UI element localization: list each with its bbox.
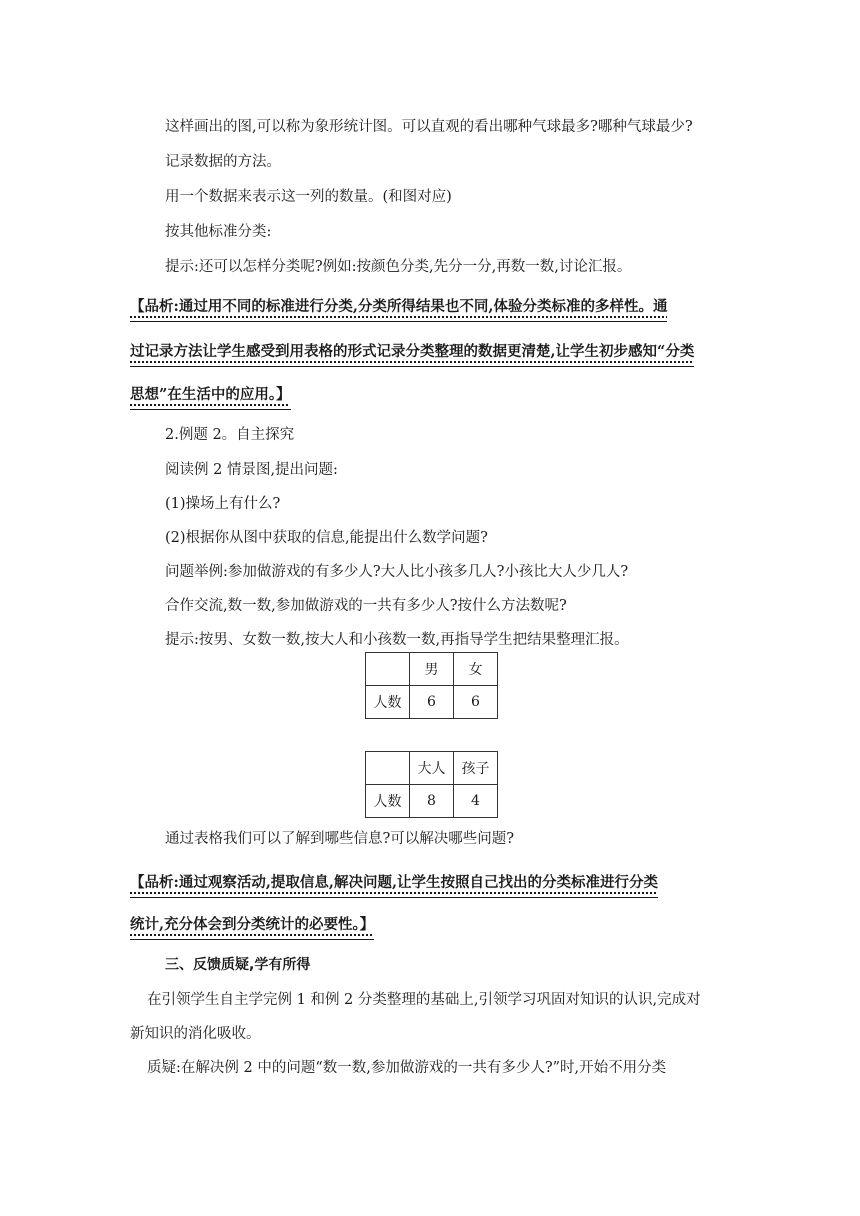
paragraph-summary-2: 新知识的消化吸收。 [130,1026,261,1042]
analysis-note-2-line-1: 【品析:通过观察活动,提取信息,解决问题,让学生按照自己找出的分类标准进行分类 [130,873,658,898]
section-heading: 三、反馈质疑,学有所得 [165,957,311,973]
adult-child-count-table [365,751,498,818]
paragraph-question-examples: 问题举例:参加做游戏的有多少人?大人比小孩多几人?小孩比大人少几人? [165,564,629,580]
paragraph-hint-1: 提示:还可以怎样分类呢?例如:按颜色分类,先分一分,再数一数,讨论汇报。 [165,259,632,275]
table-header-cell: 女 [454,653,498,686]
table-header-cell: 男 [410,653,454,686]
paragraph-summary-1: 在引领学生自主学完例 1 和例 2 分类整理的基础上,引领学习巩固对知识的认识,完成对 [147,992,701,1008]
paragraph-example-2: 2.例题 2。自主探究 [165,427,295,443]
gender-count-table [365,652,498,719]
paragraph-cooperate: 合作交流,数一数,参加做游戏的一共有多少人?按什么方法数呢? [165,598,567,614]
table-header-cell [366,752,410,785]
table-cell: 4 [454,785,498,818]
table-header-cell [366,653,410,686]
table-header-row [366,752,498,785]
table-cell: 6 [454,686,498,719]
paragraph-hint-2: 提示:按男、女数一数,按大人和小孩数一数,再指导学生把结果整理汇报。 [165,632,629,648]
table-header-cell: 大人 [410,752,454,785]
paragraph-other-standard: 按其他标准分类: [165,224,272,240]
analysis-note-1-line-1: 【品析:通过用不同的标准进行分类,分类所得结果也不同,体验分类标准的多样性。通 [130,297,667,322]
table-cell: 6 [410,686,454,719]
table-row [366,686,498,719]
paragraph-pictograph: 这样画出的图,可以称为象形统计图。可以直观的看出哪种气球最多?哪种气球最少? [165,119,693,135]
analysis-note-2-line-2: 统计,充分体会到分类统计的必要性。】 [130,915,374,940]
paragraph-read-scene: 阅读例 2 情景图,提出问题: [165,462,338,478]
paragraph-one-number: 用一个数据来表示这一列的数量。(和图对应) [165,189,452,205]
paragraph-question-doubt: 质疑:在解决例 2 中的问题“数一数,参加做游戏的一共有多少人?”时,开始不用分类 [147,1060,667,1076]
table-row-label: 人数 [366,785,410,818]
analysis-note-1-line-3: 思想”在生活中的应用。】 [130,385,291,410]
paragraph-record-method: 记录数据的方法。 [165,154,281,170]
analysis-note-1-line-2: 过记录方法让学生感受到用表格的形式记录分类整理的数据更清楚,让学生初步感知“分类 [130,342,694,367]
table-header-row [366,653,498,686]
table-cell: 8 [410,785,454,818]
table-row [366,785,498,818]
paragraph-table-info: 通过表格我们可以了解到哪些信息?可以解决哪些问题? [165,831,515,847]
paragraph-question-2: (2)根据你从图中获取的信息,能提出什么数学问题? [165,530,488,546]
table-header-cell: 孩子 [454,752,498,785]
paragraph-question-1: (1)操场上有什么? [165,496,281,512]
table-row-label: 人数 [366,686,410,719]
